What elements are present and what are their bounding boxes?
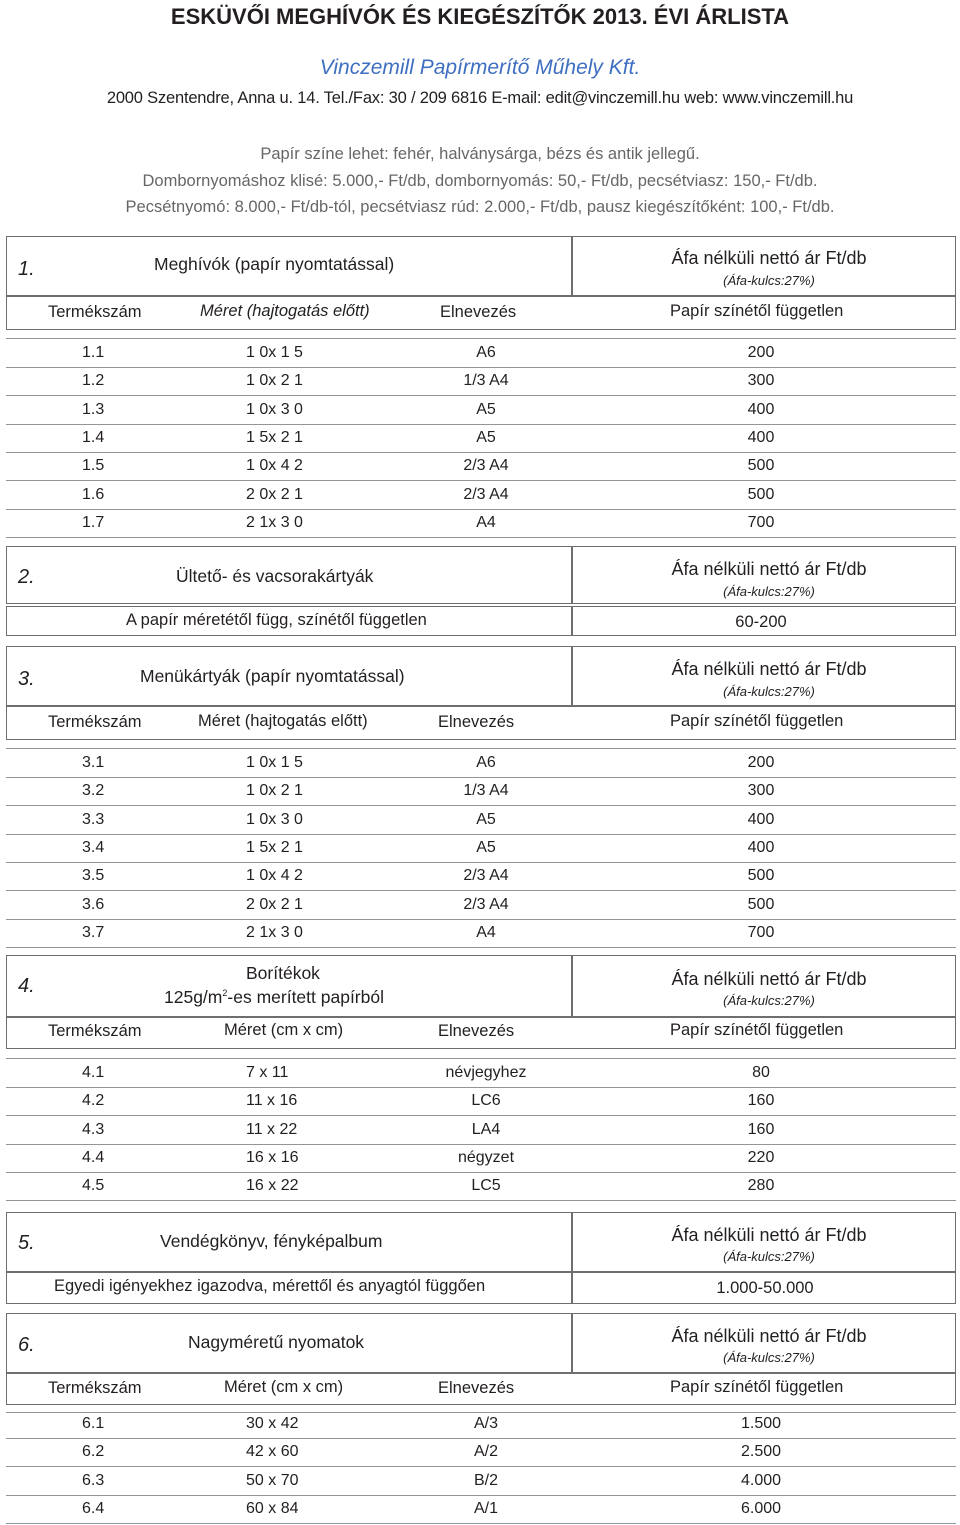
product-price: 280 — [747, 1177, 775, 1195]
col-name: Elnevezés — [438, 1379, 515, 1397]
section-number: 6. — [18, 1334, 35, 1356]
product-name: A6 — [476, 344, 496, 361]
product-name: A5 — [476, 838, 496, 856]
product-name: 1/3 A4 — [463, 372, 509, 390]
product-size: 1 0x 4 2 — [246, 457, 303, 475]
product-price: 6.000 — [740, 1499, 782, 1517]
product-price: 220 — [747, 1148, 775, 1166]
product-size: 16 x 16 — [246, 1148, 299, 1166]
product-number: 4.2 — [82, 1092, 105, 1110]
product-size: 42 x 60 — [246, 1443, 299, 1461]
table-row — [6, 749, 956, 777]
table-row — [6, 834, 956, 862]
product-number: 1.5 — [82, 457, 105, 475]
section-invitations — [6, 236, 956, 536]
product-name: 2/3 A4 — [463, 457, 509, 475]
note-paper-colors: Papír színe lehet: fehér, halványsárga, bézs és antik jellegű. — [260, 145, 700, 163]
product-price: 80 — [752, 1064, 770, 1081]
table-row — [6, 919, 956, 947]
product-price: 500 — [747, 867, 775, 885]
col-name: Elnevezés — [440, 303, 517, 321]
col-product-no: Termékszám — [48, 303, 142, 321]
section-number: 2. — [18, 566, 35, 588]
product-name: 2/3 A4 — [463, 867, 509, 885]
product-name: A4 — [476, 513, 496, 531]
product-name: 2/3 A4 — [463, 895, 509, 913]
table-row — [6, 1495, 956, 1523]
note-seal: Pecsétnyomó: 8.000,- Ft/db-tól, pecsétviasz rúd: 2.000,- Ft/db, pausz kiegészítőként: 100,- Ft/db. — [125, 198, 835, 216]
product-price: 700 — [747, 923, 775, 941]
col-product-no: Termékszám — [48, 1379, 142, 1397]
product-number: 6.3 — [82, 1471, 105, 1489]
section-envelopes — [6, 955, 956, 1201]
product-number: 1.6 — [82, 485, 105, 503]
product-name: 2/3 A4 — [463, 485, 509, 503]
col-price: Papír színétől független — [670, 1021, 844, 1039]
product-number: 4.4 — [82, 1148, 105, 1166]
product-name: LA4 — [471, 1120, 501, 1138]
product-price: 160 — [747, 1120, 775, 1138]
table-row — [6, 806, 956, 834]
section-price: 1.000-50.000 — [716, 1279, 814, 1297]
product-price: 2.500 — [740, 1443, 782, 1461]
product-size: 30 x 42 — [246, 1415, 299, 1432]
table-row — [6, 1087, 956, 1115]
product-name: A4 — [476, 923, 496, 941]
table-row — [6, 1410, 956, 1438]
col-size: Méret (cm x cm) — [224, 1378, 344, 1396]
product-number: 3.7 — [82, 923, 105, 941]
section-place-cards — [6, 546, 956, 638]
product-price: 500 — [747, 457, 775, 475]
section-subtitle — [164, 987, 384, 1008]
product-size: 1 0x 4 2 — [246, 867, 303, 885]
product-size: 1 0x 2 1 — [246, 782, 303, 800]
section-title: Nagyméretű nyomatok — [188, 1332, 365, 1352]
vat-label: Áfa nélküli nettó ár Ft/db — [671, 248, 867, 268]
col-price: Papír színétől független — [670, 712, 844, 730]
product-number: 3.3 — [82, 810, 105, 828]
product-number: 3.6 — [82, 895, 105, 913]
product-name: négyzet — [457, 1148, 515, 1166]
note-embossing: Dombornyomáshoz klisé: 5.000,- Ft/db, dombornyomás: 50,- Ft/db, pecsétviasz: 150,- Ft/db. — [142, 172, 818, 190]
product-number: 4.1 — [82, 1064, 105, 1081]
company-name: Vinczemill Papírmerítő Műhely Kft. — [319, 56, 641, 79]
vat-label: Áfa nélküli nettó ár Ft/db — [671, 659, 867, 679]
product-name: A5 — [476, 400, 496, 418]
vat-rate: (Áfa-kulcs:27%) — [723, 1249, 815, 1264]
product-price: 200 — [747, 344, 775, 361]
product-price: 300 — [747, 782, 775, 800]
col-product-no: Termékszám — [48, 1022, 142, 1040]
product-name: A5 — [476, 428, 496, 446]
product-size: 7 x 11 — [246, 1064, 289, 1081]
product-number: 1.1 — [82, 344, 105, 361]
col-size: Méret (hajtogatás előtt) — [200, 302, 370, 320]
product-number: 4.3 — [82, 1120, 105, 1138]
row-divider — [6, 1200, 956, 1201]
product-price: 200 — [747, 754, 775, 771]
section-description: A papír méretétől függ, színétől független — [126, 611, 427, 629]
paper-type: -es merített papírból — [227, 987, 384, 1007]
product-size: 50 x 70 — [246, 1471, 299, 1489]
section-guestbook — [6, 1212, 956, 1306]
product-name: A/3 — [473, 1415, 498, 1432]
product-name: LC6 — [471, 1092, 501, 1110]
section-number: 5. — [18, 1232, 35, 1254]
product-price: 400 — [747, 838, 775, 856]
product-number: 1.2 — [82, 372, 105, 390]
vat-rate: (Áfa-kulcs:27%) — [723, 684, 815, 699]
product-name: A5 — [476, 810, 496, 828]
product-price: 500 — [747, 485, 775, 503]
table-row — [6, 1059, 956, 1087]
product-number: 1.3 — [82, 400, 105, 418]
product-number: 3.4 — [82, 838, 105, 856]
section-number: 4. — [18, 975, 35, 997]
product-size: 60 x 84 — [246, 1499, 299, 1517]
product-price: 4.000 — [740, 1471, 782, 1489]
vat-label: Áfa nélküli nettó ár Ft/db — [671, 1326, 867, 1346]
vat-rate: (Áfa-kulcs:27%) — [723, 584, 815, 599]
col-price: Papír színétől független — [670, 1378, 844, 1396]
product-price: 500 — [747, 895, 775, 913]
table-row — [6, 452, 956, 480]
company-address: 2000 Szentendre, Anna u. 14. Tel./Fax: 30 / 209 6816 E-mail: edit@vinczemill.hu web: www.vinczemill.hu — [106, 89, 854, 107]
vat-label: Áfa nélküli nettó ár Ft/db — [671, 969, 867, 989]
table-row — [6, 509, 956, 537]
col-price: Papír színétől független — [670, 302, 844, 320]
table-row — [6, 396, 956, 424]
product-size: 1 5x 2 1 — [246, 428, 303, 446]
product-name: A/2 — [473, 1443, 498, 1461]
product-size: 11 x 16 — [246, 1092, 298, 1110]
product-number: 6.1 — [82, 1415, 105, 1432]
section-description: Egyedi igényekhez igazodva, mérettől és anyagtól függően — [54, 1277, 486, 1295]
col-size: Méret (cm x cm) — [224, 1021, 344, 1039]
product-size: 1 5x 2 1 — [246, 838, 303, 856]
product-price: 1.500 — [740, 1415, 782, 1432]
product-size: 1 0x 1 5 — [246, 344, 303, 361]
vat-rate: (Áfa-kulcs:27%) — [723, 273, 815, 288]
table-row — [6, 862, 956, 890]
table-row — [6, 339, 956, 367]
table-row — [6, 1116, 956, 1144]
row-divider — [6, 537, 956, 538]
section-title: Vendégkönyv, fényképalbum — [160, 1231, 383, 1251]
product-size: 2 1x 3 0 — [246, 923, 303, 941]
table-row — [6, 777, 956, 805]
product-name: 1/3 A4 — [463, 782, 509, 800]
table-row — [6, 481, 956, 509]
section-price: 60-200 — [735, 613, 787, 631]
product-number: 3.2 — [82, 782, 105, 800]
product-number: 1.4 — [82, 428, 105, 446]
product-number: 6.2 — [82, 1443, 105, 1461]
col-product-no: Termékszám — [48, 713, 142, 731]
section-title: Ültető- és vacsorakártyák — [176, 566, 374, 586]
product-size: 1 0x 1 5 — [246, 754, 303, 771]
product-name: LC5 — [471, 1177, 501, 1195]
table-row — [6, 1467, 956, 1495]
table-row — [6, 1144, 956, 1172]
table-row — [6, 1438, 956, 1466]
page-title: ESKÜVŐI MEGHÍVÓK ÉS KIEGÉSZÍTŐK 2013. ÉVI ÁRLISTA — [170, 4, 790, 29]
col-name: Elnevezés — [438, 1022, 515, 1040]
vat-label: Áfa nélküli nettó ár Ft/db — [671, 1225, 867, 1245]
product-price: 700 — [747, 513, 775, 531]
product-size: 1 0x 3 0 — [246, 400, 303, 418]
product-size: 16 x 22 — [246, 1177, 299, 1195]
col-name: Elnevezés — [438, 713, 515, 731]
product-size: 2 0x 2 1 — [246, 895, 303, 913]
product-size: 1 0x 2 1 — [246, 372, 303, 390]
product-name: B/2 — [473, 1471, 498, 1489]
product-price: 160 — [747, 1092, 775, 1110]
product-size: 2 0x 2 1 — [246, 485, 303, 503]
product-number: 6.4 — [82, 1499, 105, 1517]
row-divider — [6, 1523, 956, 1524]
product-number: 3.1 — [82, 754, 105, 771]
table-row — [6, 891, 956, 919]
product-number: 3.5 — [82, 867, 105, 885]
table-row — [6, 424, 956, 452]
vat-label: Áfa nélküli nettó ár Ft/db — [671, 559, 867, 579]
product-size: 2 1x 3 0 — [246, 513, 303, 531]
section-menu-cards — [6, 646, 956, 946]
product-price: 400 — [747, 810, 775, 828]
vat-rate: (Áfa-kulcs:27%) — [723, 993, 815, 1008]
product-number: 1.7 — [82, 513, 105, 531]
section-title: Meghívók (papír nyomtatással) — [154, 254, 395, 274]
section-title: Borítékok — [246, 963, 320, 983]
product-name: névjegyhez — [445, 1064, 527, 1081]
product-size: 1 0x 3 0 — [246, 810, 303, 828]
product-name: A/1 — [473, 1499, 498, 1517]
table-row — [6, 1172, 956, 1200]
section-number: 1. — [18, 258, 35, 280]
paper-weight: 125g/m — [164, 987, 223, 1007]
product-price: 400 — [747, 428, 775, 446]
section-number: 3. — [18, 668, 35, 690]
table-row — [6, 367, 956, 395]
section-title: Menükártyák (papír nyomtatással) — [140, 666, 405, 686]
unit-superscript: 2 — [222, 988, 228, 999]
product-name: A6 — [476, 754, 496, 771]
col-size: Méret (hajtogatás előtt) — [198, 712, 368, 730]
product-price: 300 — [747, 372, 775, 390]
product-number: 4.5 — [82, 1177, 105, 1195]
vat-rate: (Áfa-kulcs:27%) — [723, 1350, 815, 1365]
section-large-prints — [6, 1313, 956, 1525]
row-divider — [6, 947, 956, 948]
product-price: 400 — [747, 400, 775, 418]
product-size: 11 x 22 — [246, 1120, 298, 1138]
